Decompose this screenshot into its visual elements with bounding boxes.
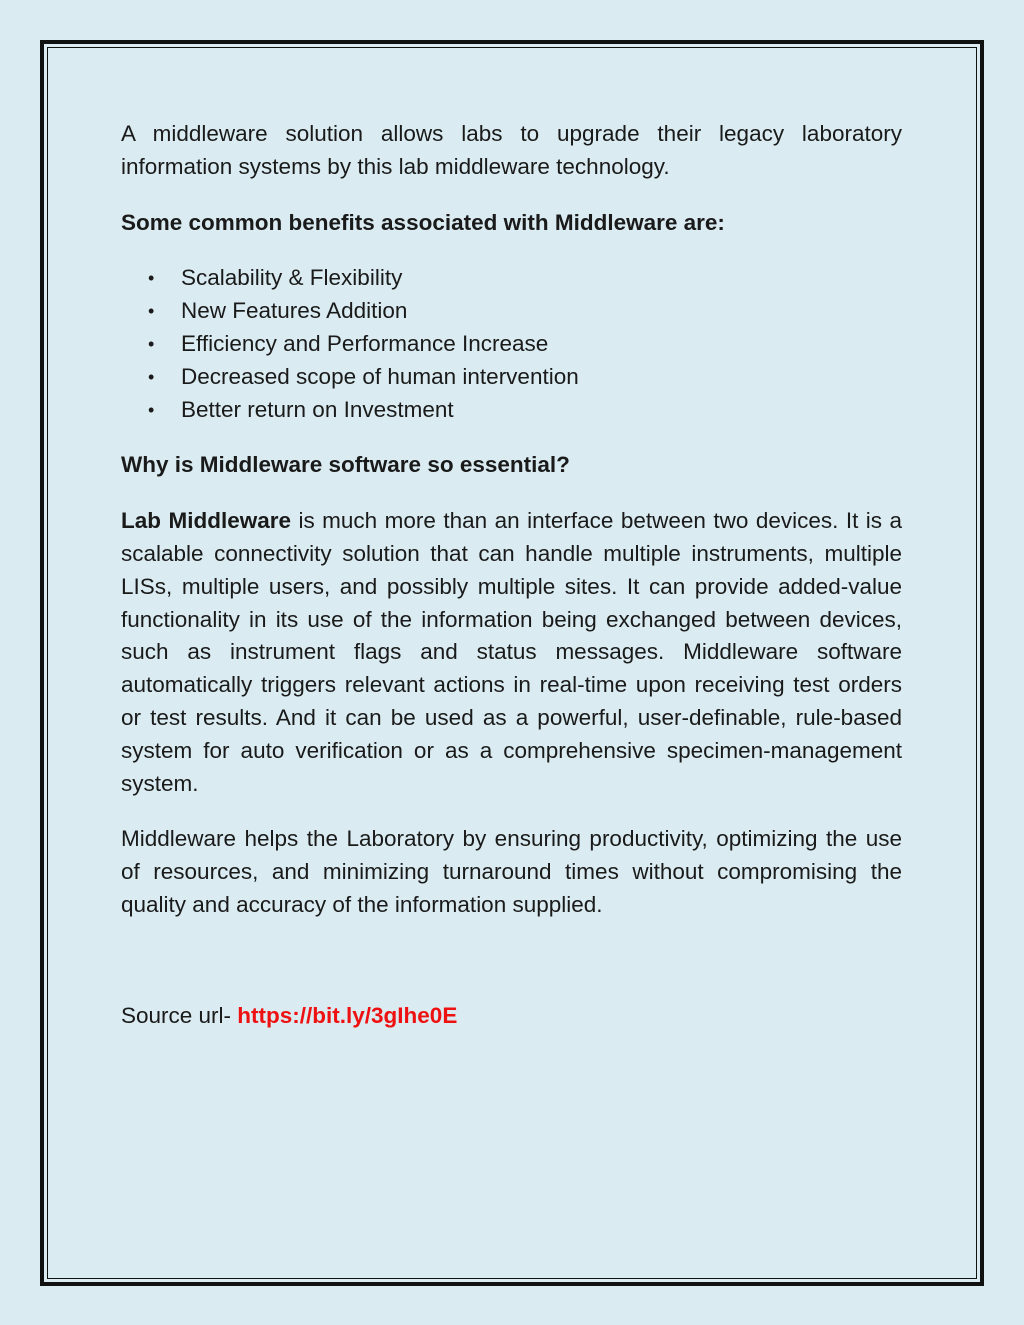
lab-middleware-term: Lab Middleware (121, 508, 291, 534)
benefits-list (121, 262, 902, 426)
bullet-icon: • (148, 301, 155, 322)
list-item (121, 328, 902, 361)
closing-paragraph: Middleware helps the Laboratory by ensuring productivity, optimizing the use of resources, and minimizing turnaround times without compromising the quality and accuracy of the information supplied. (121, 826, 902, 917)
benefit-label: Better return on Investment (181, 396, 454, 422)
bullet-icon: • (148, 333, 155, 354)
bullet-icon: • (148, 268, 155, 289)
benefit-label: Efficiency and Performance Increase (181, 330, 549, 356)
bullet-icon: • (148, 399, 155, 420)
benefits-heading: Some common benefits associated with Middleware are: (121, 209, 725, 235)
benefit-label: New Features Addition (181, 298, 408, 324)
lab-middleware-text: is much more than an interface between two devices. It is a scalable connectivity solution that can handle multiple instruments, multiple LISs, multiple users, and possibly multiple sites. It can provide added-value functionality in its use of the information being exchanged between devices, such as instrument flags and status messages. Middleware software automatically triggers relevant actions in real-time upon receiving test orders or test results. And it can be used as a powerful, user-definable, rule-based system for auto verification or as a comprehensive specimen-management system. (121, 508, 902, 796)
benefit-label: Scalability & Flexibility (181, 265, 403, 291)
source-url-link[interactable]: https://bit.ly/3gIhe0E (237, 1002, 458, 1028)
lab-middleware-paragraph (121, 505, 902, 800)
list-item (121, 394, 902, 427)
benefit-label: Decreased scope of human intervention (181, 363, 579, 389)
intro-paragraph: A middleware solution allows labs to upgrade their legacy laboratory information systems by this lab middleware technology. (121, 121, 902, 179)
source-label: Source url- (121, 1002, 238, 1028)
bullet-icon: • (148, 366, 155, 387)
why-heading: Why is Middleware software so essential? (121, 452, 570, 478)
list-item (121, 361, 902, 394)
document-body (121, 118, 902, 1033)
source-line (121, 1000, 902, 1033)
list-item (121, 295, 902, 328)
list-item (121, 262, 902, 295)
